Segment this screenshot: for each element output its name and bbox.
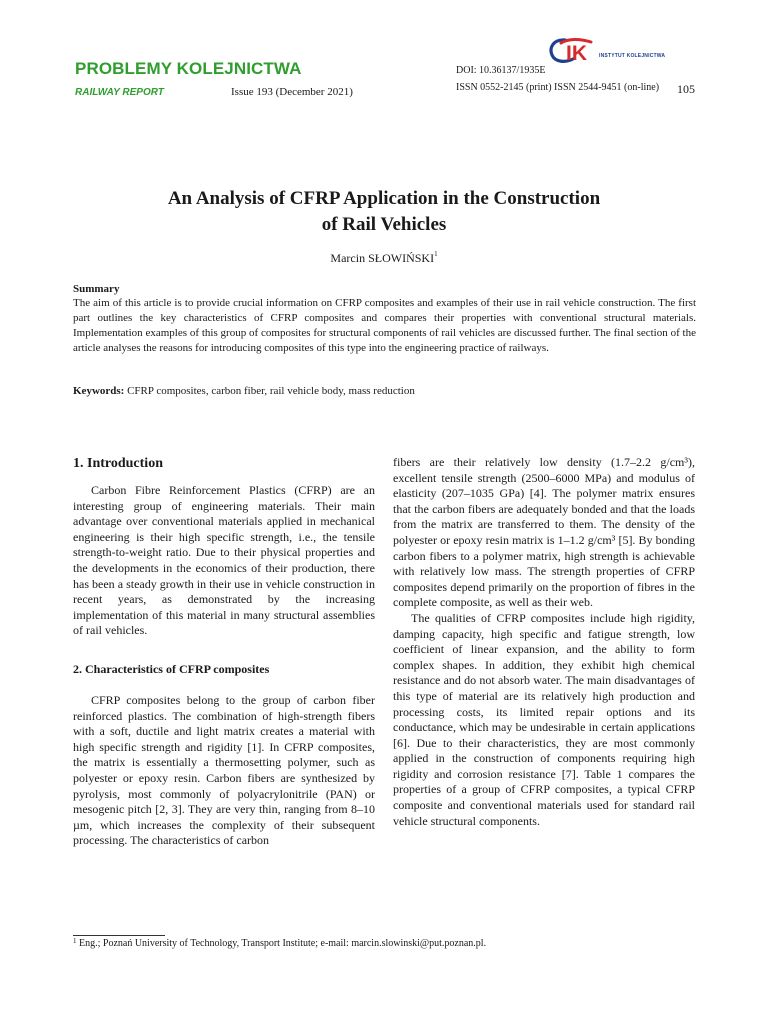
footnote-divider: [73, 935, 165, 936]
section-heading-introduction: 1. Introduction: [73, 456, 163, 471]
characteristics-paragraph-1: CFRP composites belong to the group of carbon fiber reinforced plastics. The combination of high-strength fibers with a soft, ductile and light matrix creates a material with high specific strength and rigidity [1]. In CFRP composites, the matrix is essentially a thermosetting polymer, such as polyester or epoxy resin. Carbon fibers are synthesized by pyrolysis, most commonly of polyacrylonitrile (PAN) or mesogenic pitch [2, 3]. They are very thin, ranging from 8–10 µm, which increases the complexity of their subsequent processing. The characteristics of carbon: [73, 692, 375, 848]
logo-text: INSTYTUT KOLEJNICTWA: [599, 53, 666, 59]
article-title: [0, 186, 768, 238]
article-title-line-2: of Rail Vehicles: [321, 214, 447, 235]
left-column: [73, 455, 375, 849]
introduction-paragraph: Carbon Fibre Reinforcement Plastics (CFRP) are an interesting group of engineering materials. Their main advantage over conventional materials applied in mechanical engineering is their high specific strength, i.e., the tensile strength-to-weight ratio. Due to their physical properties and the developments in the economics of their production, there has been a steady growth in their use in vehicle construction in recent years, as demonstrated by the increasing implementation of this material in many structural assemblies of rail vehicles.: [73, 483, 375, 638]
article-title-line-1: An Analysis of CFRP Application in the Construction: [167, 188, 601, 209]
keywords-label: Keywords:: [73, 385, 125, 397]
author: [0, 251, 768, 266]
logo-mark-icon: [547, 36, 607, 66]
doi: DOI: 10.36137/1935E: [456, 65, 546, 76]
footnote: [73, 938, 486, 949]
characteristics-paragraph-1-continued: fibers are their relatively low density (1.7–2.2 g/cm³), excellent tensile strength (2500–6000 MPa) and modulus of elasticity (207–1035 GPa) [4]. The polymer matrix ensures that the carbon fibers are adequately bonded and that the loads from the matrix are transferred to them. The density of the polyester or epoxy resin matrix is 1–1.2 g/cm³ [5]. By bonding carbon fibers to a polymer matrix, high strength is achievable with relatively low mass. The strength properties of CFRP composites depend primarily on the proportion of fibres in the complete composite, as well as their web.: [393, 455, 695, 610]
summary-heading: Summary: [73, 283, 120, 295]
page-number: 105: [677, 82, 695, 96]
issn: ISSN 0552-2145 (print) ISSN 2544-9451 (on-line): [456, 82, 660, 93]
journal-title: PROBLEMY KOLEJNICTWA: [75, 59, 302, 78]
right-column: [393, 455, 695, 829]
issue-info: Issue 193 (December 2021): [231, 86, 353, 98]
section-heading-characteristics: 2. Characteristics of CFRP composites: [73, 661, 270, 676]
keywords-list: CFRP composites, carbon fiber, rail vehicle body, mass reduction: [127, 385, 415, 397]
footnote-text: Eng.; Poznań University of Technology, Transport Institute; e-mail: marcin.slowinski@put.poznan.pl.: [76, 938, 487, 949]
summary-text: The aim of this article is to provide crucial information on CFRP composites and examples of their use in rail vehicle construction. The first part outlines the key characteristics of CFRP composites and compares their properties with conventional structural materials. Implementation examples of this group of composites for structural components of rail vehicles are discussed further. The final section of the article analyses the reasons for introducing composites of this type into the engineering practice of railways.: [73, 297, 696, 354]
author-name: Marcin SŁOWIŃSKI: [330, 251, 435, 265]
logo-letters: IK: [566, 42, 587, 65]
journal-subtitle: RAILWAY REPORT: [75, 87, 164, 98]
characteristics-paragraph-2: The qualities of CFRP composites include high rigidity, damping capacity, high specific and fatigue strength, low coefficient of linear expansion, and the ability to form complex shapes. In addition, they exhibit high chemical resistance and do not absorb water. The main disadvantages of this type of material are its relatively high production and processing costs, its limited repair options and its conductance, which may be undesirable in certain applications [6]. Due to their characteristics, they are most commonly applied in the construction of components requiring high rigidity and corrosion resistance [7]. Table 1 compares the properties of a group of CFRP composites, a typical CFRP composite and conventional materials used for standard rail vehicle structural components.: [393, 610, 695, 828]
footnote-mark: 1: [73, 937, 77, 945]
institute-logo: [547, 36, 697, 66]
keywords: [73, 385, 415, 397]
author-footnote-mark: 1: [434, 250, 438, 258]
